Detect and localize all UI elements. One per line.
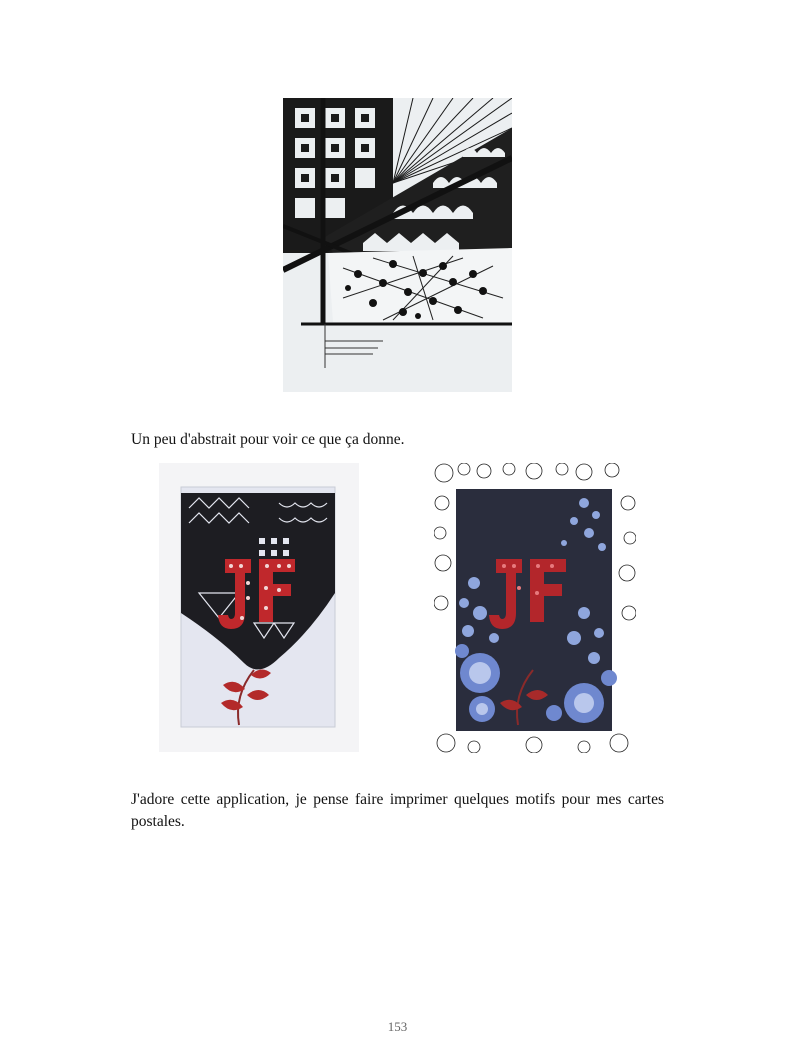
jf-filtered-svg: [434, 463, 636, 753]
jf-original-svg: [159, 463, 359, 752]
application-caption: J'adore cette application, je pense faire imprimer quelques motifs pour mes cartes postales.: [131, 791, 664, 830]
abstract-caption: Un peu d'abstrait pour voir ce que ça donne.: [131, 431, 405, 448]
page-number: 153: [387, 1019, 408, 1034]
abstract-drawing-image: [283, 98, 512, 392]
jf-filtered-image: [434, 463, 636, 753]
abstract-drawing-svg: [283, 98, 512, 392]
jf-original-image: [159, 463, 359, 752]
